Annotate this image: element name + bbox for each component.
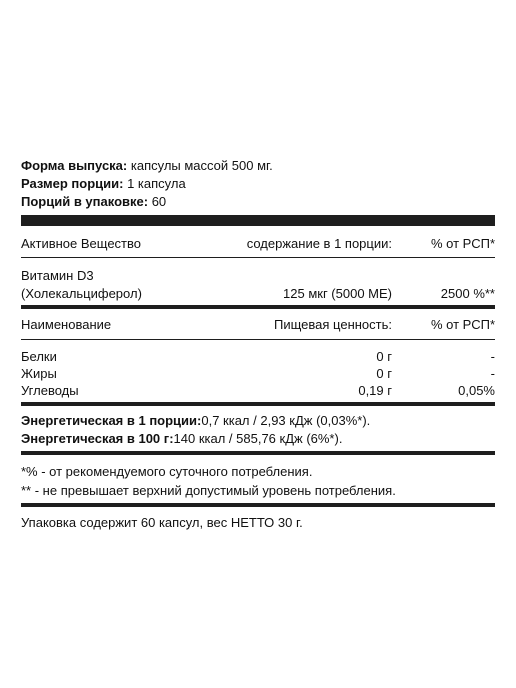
divider-medium	[21, 451, 495, 455]
vitamin-d3-subname: (Холекальциферол)	[21, 286, 142, 301]
divider-medium	[21, 503, 495, 507]
package-note: Упаковка содержит 60 капсул, вес НЕТТО 30 г.	[21, 515, 303, 530]
vitamin-d3-amount: 125 мкг (5000 МЕ)	[283, 286, 392, 301]
vitamin-d3-percent: 2500 %**	[440, 286, 495, 301]
table-row-percent: -	[490, 366, 495, 381]
active-col-substance: Активное Вещество	[21, 236, 142, 251]
serving-size-value: 1 капсула	[127, 176, 186, 191]
servings-per-pack-value: 60	[151, 194, 167, 209]
footnote-upper-limit: ** - не превышает верхний допустимый уровень потребления.	[21, 483, 396, 498]
energy-per-serving-value: 0,7 ккал / 2,93 кДж (0,03%*).	[201, 413, 371, 428]
table-row-value: 0,19 г	[358, 383, 392, 398]
divider-medium	[21, 305, 495, 309]
divider-thin	[21, 339, 495, 340]
nutrition-col-percent: % от РСП*	[431, 317, 495, 332]
table-row-name: Жиры	[21, 366, 57, 381]
nutrition-col-value: Пищевая ценность:	[274, 317, 392, 332]
table-row-name: Углеводы	[21, 383, 79, 398]
table-row-percent: 0,05%	[458, 383, 495, 398]
nutrition-col-name: Наименование	[21, 317, 112, 332]
active-col-percent: % от РСП*	[431, 236, 495, 251]
energy-per-serving-label: Энергетическая в 1 порции:	[21, 413, 202, 428]
serving-size-line	[21, 176, 186, 191]
divider-thin	[21, 257, 495, 258]
table-row-percent: -	[490, 349, 495, 364]
release-form-label: Форма выпуска:	[21, 158, 128, 173]
energy-per-100g-line	[21, 431, 342, 446]
release-form-value: капсулы массой 500 мг.	[130, 158, 273, 173]
energy-per-serving-line	[21, 413, 370, 428]
servings-per-pack-line	[21, 194, 166, 209]
vitamin-d3-name: Витамин D3	[21, 268, 94, 283]
table-row-value: 0 г	[376, 349, 392, 364]
serving-size-label: Размер порции:	[21, 176, 124, 191]
energy-per-100g-value: 140 ккал / 585,76 кДж (6%*).	[173, 431, 343, 446]
table-row-value: 0 г	[376, 366, 392, 381]
divider-thick	[21, 215, 495, 226]
servings-per-pack-label: Порций в упаковке:	[21, 194, 149, 209]
active-col-amount: содержание в 1 порции:	[246, 236, 392, 251]
table-row-name: Белки	[21, 349, 57, 364]
divider-medium	[21, 402, 495, 406]
energy-per-100g-label: Энергетическая в 100 г:	[21, 431, 174, 446]
release-form-line	[21, 158, 273, 173]
footnote-rsp: *% - от рекомендуемого суточного потребления.	[21, 464, 313, 479]
